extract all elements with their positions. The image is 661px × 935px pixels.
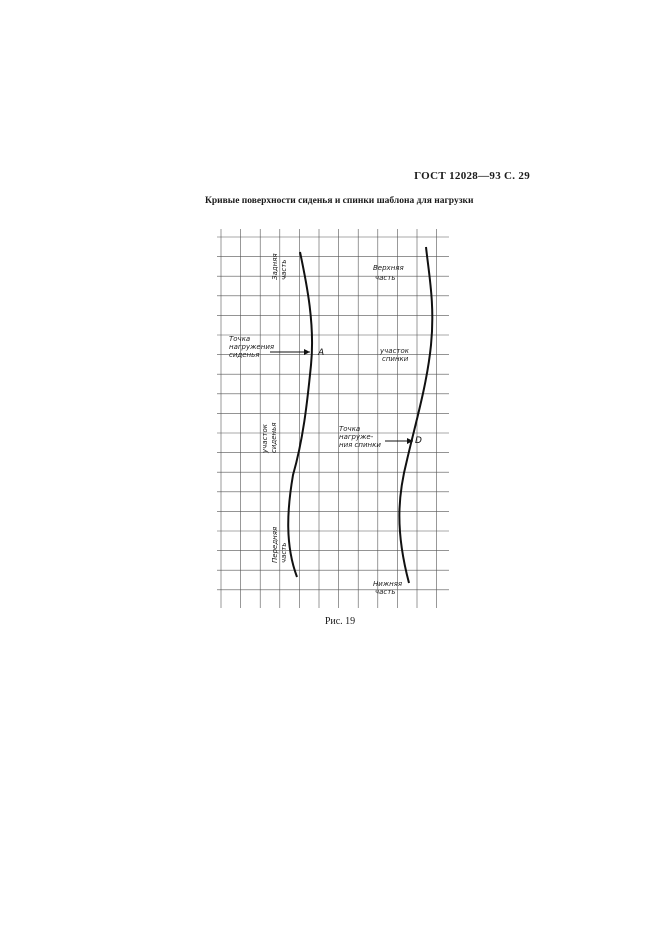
label-front-part-2: часть bbox=[280, 542, 288, 563]
label-seat-back-part-1: Задняя bbox=[271, 253, 279, 280]
curve-graph bbox=[215, 225, 451, 610]
label-seat-back-part-2: часть bbox=[280, 259, 288, 280]
label-seat-section-2: сиденья bbox=[270, 422, 278, 453]
label-back-load-point-1: Точка bbox=[339, 425, 361, 433]
label-point-d: D bbox=[415, 436, 422, 446]
curve-figure bbox=[215, 225, 451, 610]
label-back-section-2: спинки bbox=[382, 355, 409, 363]
label-front-part-1: Передняя bbox=[271, 526, 279, 563]
label-seat-load-point-2: нагружения bbox=[229, 343, 275, 351]
figure-caption: Кривые поверхности сиденья и спинки шаблона для нагрузки bbox=[205, 196, 474, 206]
label-point-a: A bbox=[318, 348, 325, 358]
label-bottom-part-1: Нижняя bbox=[373, 580, 403, 588]
label-top-part-1: Верхняя bbox=[373, 264, 404, 272]
label-back-section-1: участок bbox=[380, 347, 410, 355]
label-top-part-2: часть bbox=[375, 274, 396, 282]
back-curve bbox=[399, 247, 432, 583]
grid bbox=[217, 229, 449, 608]
label-seat-load-point-3: сиденья bbox=[229, 351, 260, 359]
page-header: ГОСТ 12028—93 С. 29 bbox=[414, 170, 530, 182]
label-back-load-point-2: нагруже- bbox=[339, 433, 374, 441]
label-seat-section-1: участок bbox=[261, 423, 269, 453]
label-seat-load-point-1: Точка bbox=[229, 335, 251, 343]
label-back-load-point-3: ния спинки bbox=[339, 441, 381, 449]
figure-number: Рис. 19 bbox=[324, 616, 356, 627]
label-bottom-part-2: часть bbox=[375, 588, 396, 596]
seat-load-arrowhead bbox=[304, 349, 310, 355]
seat-curve bbox=[288, 252, 312, 577]
